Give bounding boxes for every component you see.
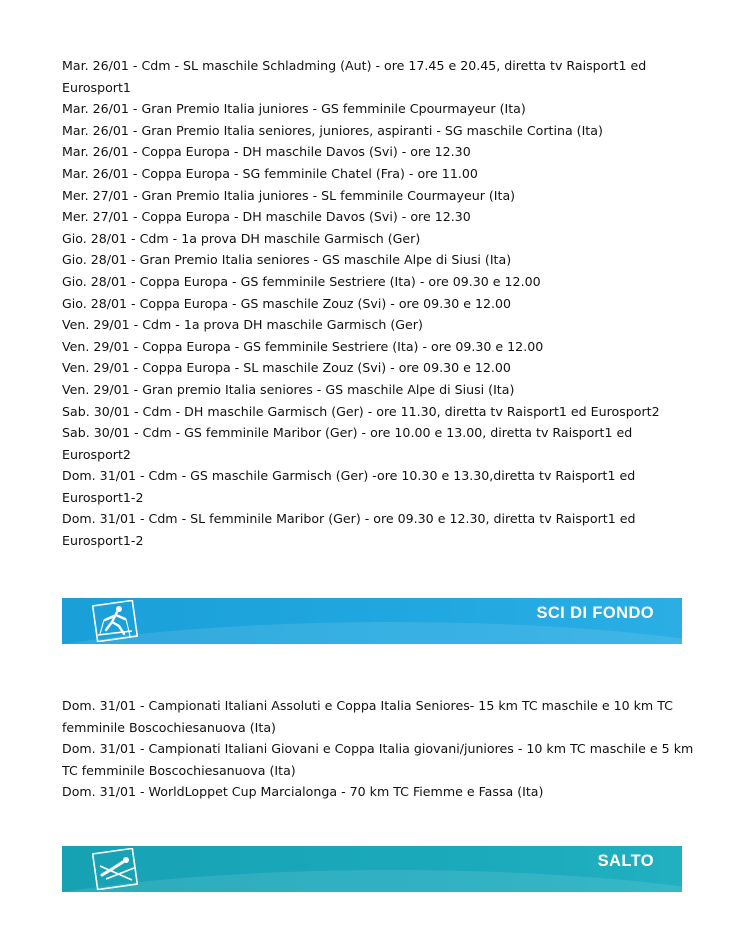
schedule-line: Eurosport1-2 bbox=[62, 533, 144, 549]
schedule-line: Gio. 28/01 - Coppa Europa - GS femminile Sestriere (Ita) - ore 09.30 e 12.00 bbox=[62, 273, 541, 289]
banner-decoration bbox=[62, 622, 682, 644]
schedule-line: Eurosport1-2 bbox=[62, 489, 144, 505]
schedule-line: femminile Boscochiesanuova (Ita) bbox=[62, 719, 276, 735]
schedule-line: Gio. 28/01 - Cdm - 1a prova DH maschile Garmisch (Ger) bbox=[62, 230, 421, 246]
schedule-line: Mar. 26/01 - Cdm - SL maschile Schladming (Aut) - ore 17.45 e 20.45, diretta tv Raisport1 ed bbox=[62, 58, 647, 73]
schedule-line: Dom. 31/01 - Campionati Italiani Giovani e Coppa Italia giovani/juniores - 10 km TC maschile e 5 km bbox=[62, 741, 694, 757]
schedule-line: Dom. 31/01 - Campionati Italiani Assoluti e Coppa Italia Seniores- 15 km TC maschile e 10 km TC bbox=[62, 698, 673, 713]
section-banner-salto bbox=[62, 846, 682, 892]
cross-country-skier-icon bbox=[92, 600, 138, 642]
fondo-schedule bbox=[62, 695, 692, 803]
schedule-line: Eurosport1 bbox=[62, 79, 131, 95]
schedule-line: Mar. 26/01 - Coppa Europa - DH maschile Davos (Svi) - ore 12.30 bbox=[62, 144, 471, 160]
schedule-line: Dom. 31/01 - Cdm - GS maschile Garmisch (Ger) -ore 10.30 e 13.30,diretta tv Raisport1 ed bbox=[62, 468, 636, 484]
schedule-line: Mar. 26/01 - Coppa Europa - SG femminile Chatel (Fra) - ore 11.00 bbox=[62, 165, 478, 181]
schedule-line: Mer. 27/01 - Gran Premio Italia juniores - SL femminile Courmayeur (Ita) bbox=[62, 187, 516, 203]
schedule-line: Mar. 26/01 - Gran Premio Italia seniores, juniores, aspiranti - SG maschile Cortina (Ita) bbox=[62, 122, 603, 138]
banner-title: SCI DI FONDO bbox=[536, 604, 654, 622]
schedule-line: Ven. 29/01 - Cdm - 1a prova DH maschile Garmisch (Ger) bbox=[62, 317, 423, 333]
schedule-line: Sab. 30/01 - Cdm - GS femminile Maribor (Ger) - ore 10.00 e 13.00, diretta tv Raisport1 ed bbox=[62, 425, 633, 441]
alpine-schedule bbox=[62, 55, 692, 552]
banner-title: SALTO bbox=[597, 852, 654, 870]
schedule-line: Gio. 28/01 - Coppa Europa - GS maschile Zouz (Svi) - ore 09.30 e 12.00 bbox=[62, 295, 512, 311]
schedule-line: Gio. 28/01 - Gran Premio Italia seniores - GS maschile Alpe di Siusi (Ita) bbox=[62, 252, 512, 268]
section-banner-sci-di-fondo bbox=[62, 598, 682, 644]
ski-jumper-icon bbox=[92, 848, 138, 890]
schedule-line: TC femminile Boscochiesanuova (Ita) bbox=[62, 762, 296, 778]
schedule-line: Dom. 31/01 - Cdm - SL femminile Maribor (Ger) - ore 09.30 e 12.30, diretta tv Raisport1 ed bbox=[62, 511, 636, 527]
schedule-line: Ven. 29/01 - Coppa Europa - SL maschile Zouz (Svi) - ore 09.30 e 12.00 bbox=[62, 360, 511, 376]
schedule-line: Sab. 30/01 - Cdm - DH maschile Garmisch (Ger) - ore 11.30, diretta tv Raisport1 ed Eurosport2 bbox=[62, 403, 660, 419]
schedule-line: Ven. 29/01 - Coppa Europa - GS femminile Sestriere (Ita) - ore 09.30 e 12.00 bbox=[62, 338, 544, 354]
banner-decoration bbox=[62, 870, 682, 892]
schedule-line: Mer. 27/01 - Coppa Europa - DH maschile Davos (Svi) - ore 12.30 bbox=[62, 209, 471, 225]
schedule-line: Eurosport2 bbox=[62, 446, 131, 462]
schedule-line: Mar. 26/01 - Gran Premio Italia juniores - GS femminile Cpourmayeur (Ita) bbox=[62, 101, 526, 117]
schedule-line: Dom. 31/01 - WorldLoppet Cup Marcialonga - 70 km TC Fiemme e Fassa (Ita) bbox=[62, 784, 544, 800]
schedule-line: Ven. 29/01 - Gran premio Italia seniores - GS maschile Alpe di Siusi (Ita) bbox=[62, 381, 515, 397]
